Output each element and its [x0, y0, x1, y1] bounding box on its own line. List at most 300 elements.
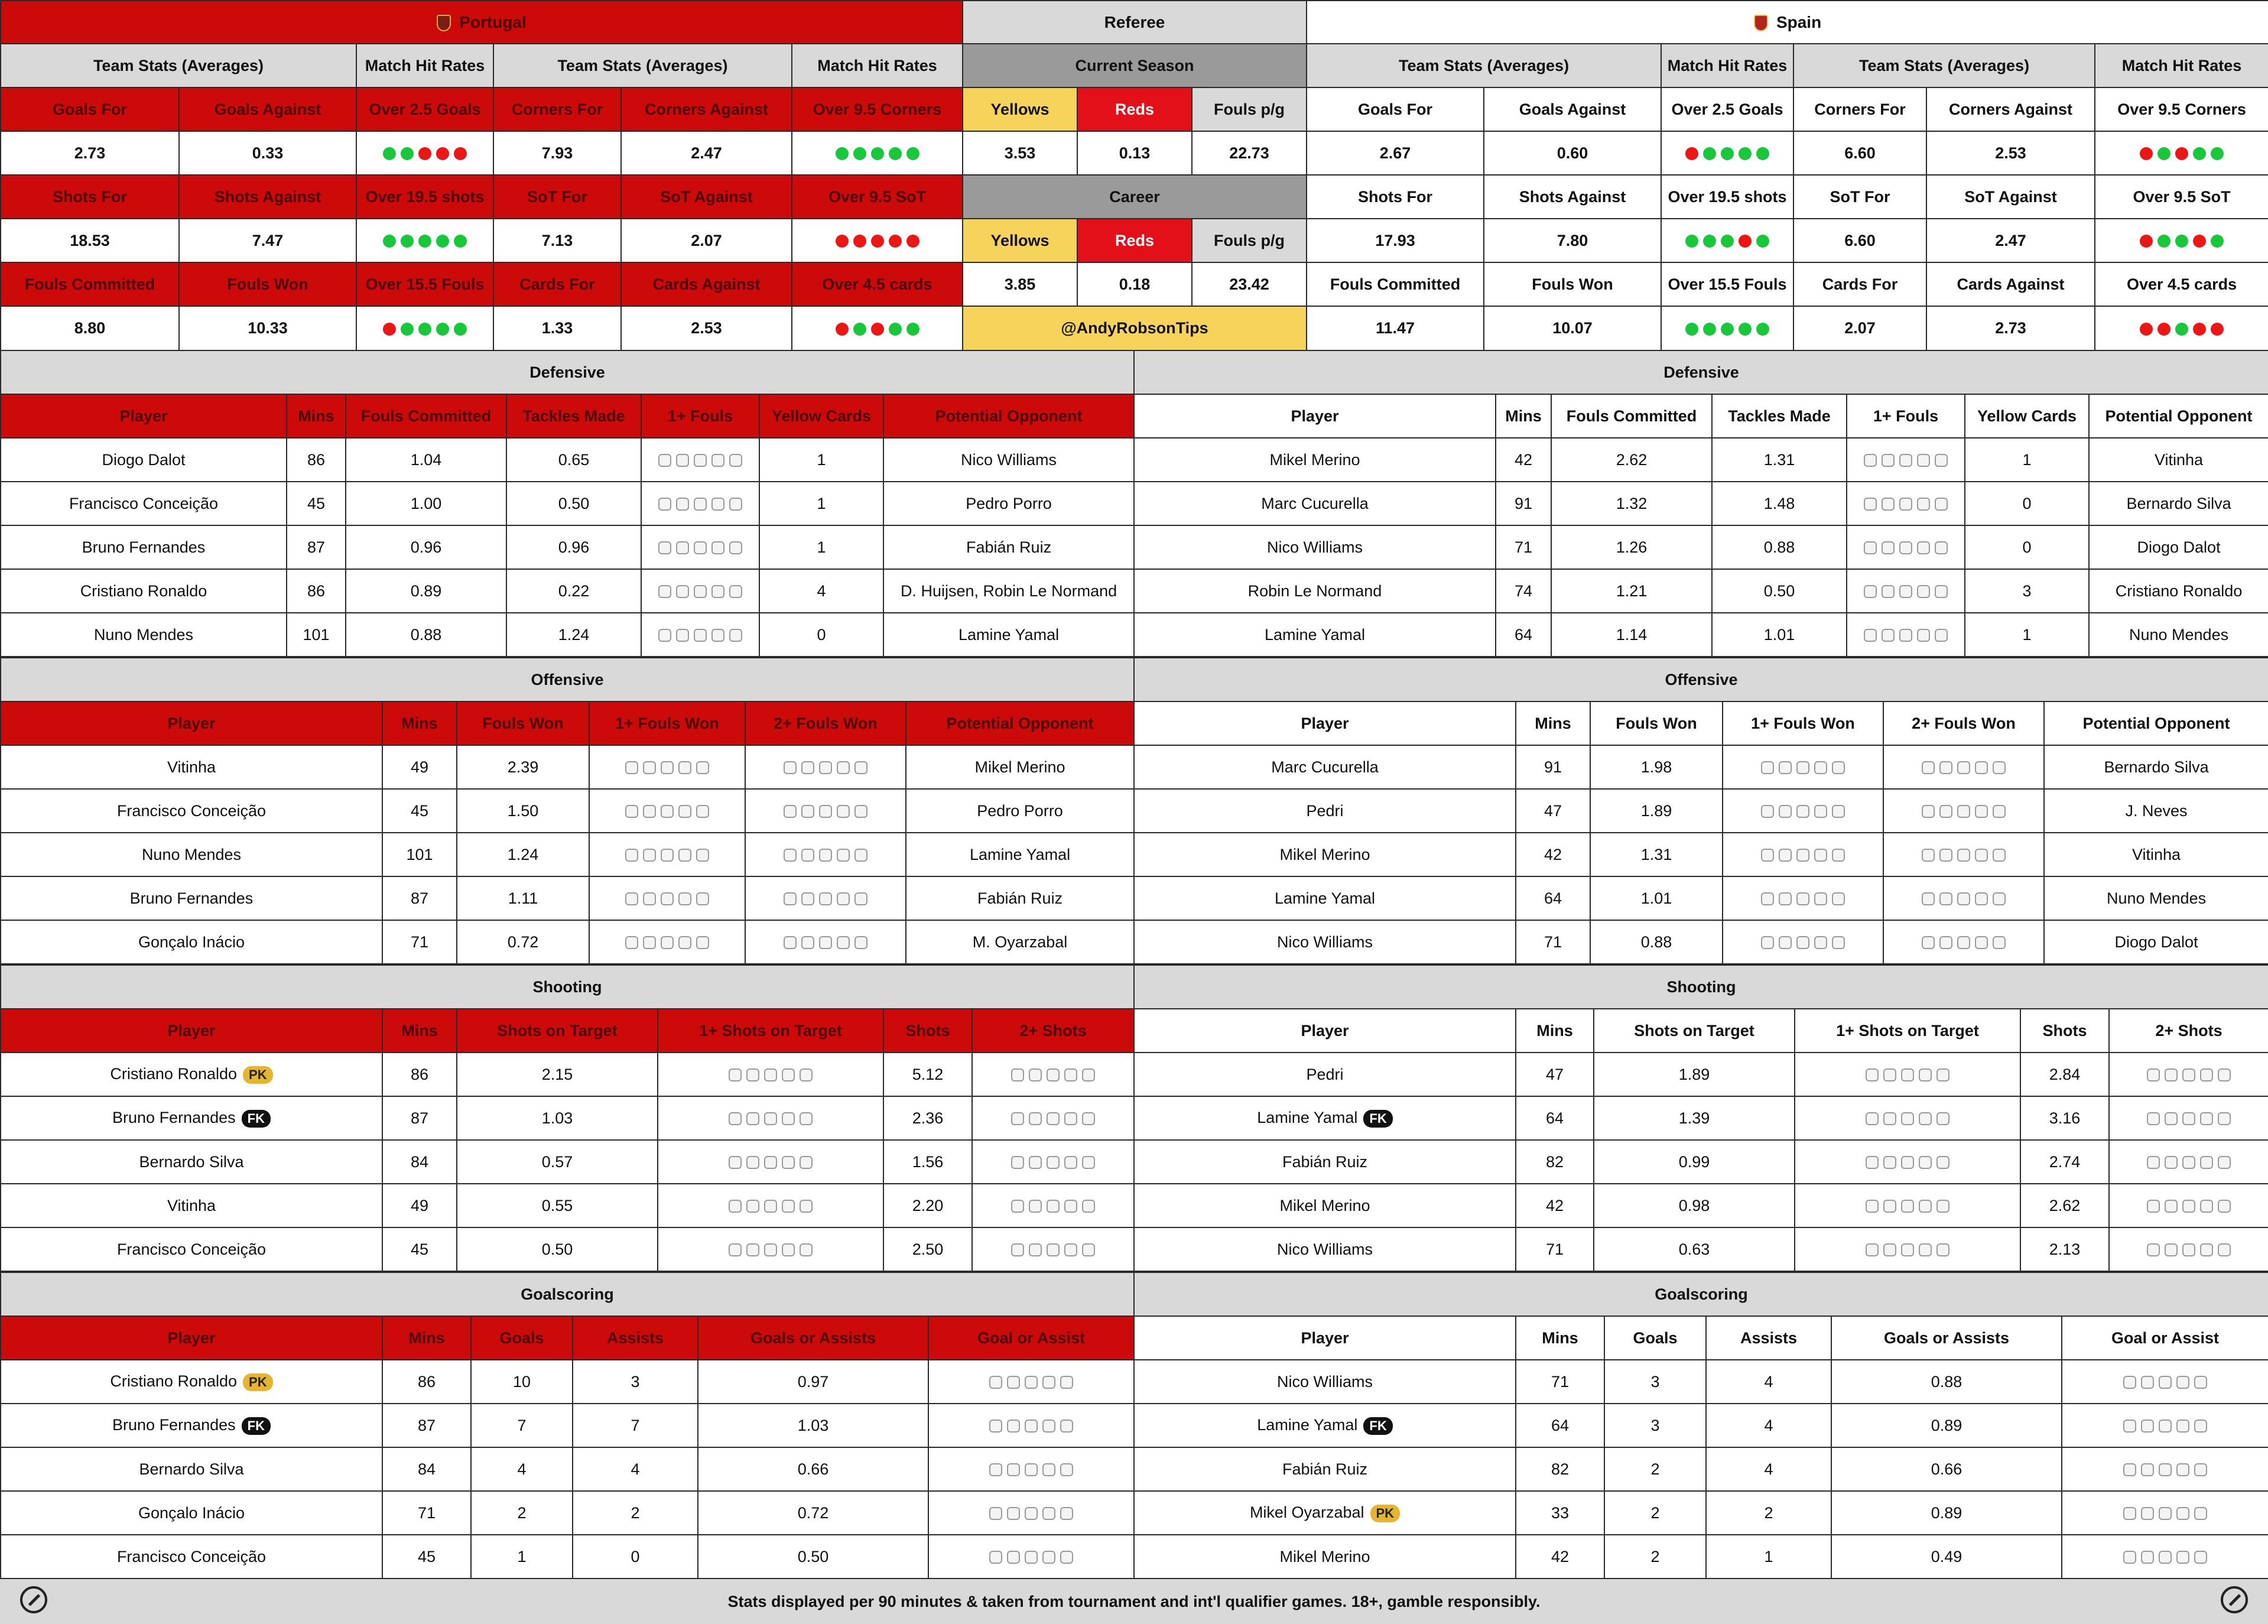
history-marker-icon — [1975, 936, 1988, 949]
es-over-95-sot-dots — [2095, 219, 2268, 262]
miss-dot-icon — [436, 147, 449, 160]
hit-history-icons — [1795, 1227, 2020, 1271]
history-marker-icon — [1935, 498, 1948, 511]
cell-fouls_won: 2.39 — [457, 745, 589, 789]
table-row — [1134, 1053, 2268, 1096]
cell-yellows: 1 — [1965, 613, 2089, 657]
history-marker-icon — [1993, 936, 2006, 949]
cell-opponent: Pedro Porro — [906, 789, 1134, 833]
history-marker-icon — [1047, 1243, 1060, 1256]
hit-history-icons — [1795, 1140, 2020, 1184]
history-marker-icon — [643, 936, 656, 949]
history-marker-icon — [2182, 1156, 2195, 1169]
cell-mins: 82 — [1516, 1140, 1594, 1184]
hit-history-icons — [1847, 525, 1965, 569]
player-name — [1, 1447, 382, 1491]
miss-dot-icon — [2211, 323, 2224, 336]
history-marker-icon — [1975, 849, 1988, 862]
player-name — [1134, 438, 1496, 482]
history-marker-icon — [2147, 1200, 2160, 1213]
cell-tackles: 0.22 — [506, 569, 641, 613]
history-marker-icon — [1007, 1551, 1020, 1564]
referee-header: Referee — [963, 1, 1307, 44]
history-marker-icon — [2123, 1463, 2136, 1476]
player-name — [1134, 876, 1516, 920]
es-fouls-won-label: Fouls Won — [1484, 262, 1661, 306]
brand-logo-icon-right — [2221, 1586, 2248, 1613]
hit-history-icons — [641, 438, 759, 482]
history-marker-icon — [819, 849, 832, 862]
pt-def-mins-col: Mins — [287, 394, 346, 438]
fk-badge: FK — [1363, 1110, 1392, 1128]
player-label: Nico Williams — [1267, 538, 1363, 556]
player-label: Cristiano Ronaldo — [110, 1065, 238, 1083]
history-marker-icon — [854, 892, 867, 905]
history-marker-icon — [1883, 1112, 1896, 1125]
history-marker-icon — [676, 629, 689, 642]
player-name — [1, 1140, 382, 1184]
es-shooting-table — [1133, 964, 2268, 1272]
cell-opponent: Cristiano Ronaldo — [2089, 569, 2268, 613]
history-marker-icon — [1047, 1156, 1060, 1169]
spain-crest-icon — [1754, 15, 1768, 31]
table-row — [1134, 482, 2268, 525]
cell-opponent: Vitinha — [2044, 833, 2268, 876]
history-marker-icon — [711, 629, 724, 642]
miss-dot-icon — [836, 323, 849, 336]
table-row — [1134, 1447, 2268, 1491]
pt-def-player-col: Player — [1, 394, 287, 438]
history-marker-icon — [2165, 1200, 2178, 1213]
history-marker-icon — [625, 761, 638, 774]
history-marker-icon — [1060, 1376, 1073, 1389]
history-marker-icon — [1042, 1463, 1055, 1476]
player-name — [1, 525, 287, 569]
hit-dot-icon — [1756, 147, 1769, 160]
cell-assists: 7 — [573, 1404, 698, 1447]
pk-badge: PK — [243, 1066, 273, 1084]
pt-gs-assists-col: Assists — [573, 1316, 698, 1360]
miss-dot-icon — [836, 235, 849, 248]
hit-dot-icon — [1721, 147, 1734, 160]
history-marker-icon — [694, 585, 707, 598]
pt-shots-for-label: Shots For — [1, 175, 179, 219]
pt-off-1fouls-col: 1+ Fouls Won — [589, 701, 745, 745]
history-marker-icon — [2123, 1507, 2136, 1520]
handle-link[interactable]: @AndyRobsonTips — [963, 306, 1307, 350]
hit-history-icons — [1723, 789, 1883, 833]
miss-dot-icon — [871, 323, 884, 336]
player-name — [1, 1053, 382, 1096]
history-marker-icon — [729, 454, 742, 467]
history-marker-icon — [2182, 1112, 2195, 1125]
history-marker-icon — [800, 1243, 813, 1256]
history-marker-icon — [1042, 1420, 1055, 1433]
history-marker-icon — [643, 849, 656, 862]
cell-opponent: Diogo Dalot — [2044, 920, 2268, 964]
history-marker-icon — [658, 585, 671, 598]
table-row — [1134, 438, 2268, 482]
hit-history-icons — [2109, 1227, 2268, 1271]
history-marker-icon — [2182, 1068, 2195, 1081]
hit-history-icons — [1883, 833, 2044, 876]
history-marker-icon — [661, 761, 674, 774]
hit-dot-icon — [1721, 323, 1734, 336]
cell-yellows: 4 — [759, 569, 883, 613]
hit-history-icons — [928, 1447, 1134, 1491]
hit-history-icons — [1883, 876, 2044, 920]
table-row — [1, 1447, 1134, 1491]
pt-over-45-cards-label: Over 4.5 cards — [792, 262, 963, 306]
es-over-95-corners-dots — [2095, 131, 2268, 175]
history-marker-icon — [729, 1156, 742, 1169]
hit-dot-icon — [1756, 235, 1769, 248]
pt-fouls-committed-label: Fouls Committed — [1, 262, 179, 306]
player-name — [1, 1404, 382, 1447]
es-over-195-shots-label: Over 19.5 shots — [1661, 175, 1793, 219]
hit-dot-icon — [401, 235, 414, 248]
cell-mins: 101 — [287, 613, 346, 657]
cell-mins: 86 — [382, 1053, 457, 1096]
pt-shots-for: 18.53 — [1, 219, 179, 262]
history-marker-icon — [2147, 1112, 2160, 1125]
history-marker-icon — [2123, 1551, 2136, 1564]
player-label: Vitinha — [167, 758, 216, 776]
hit-history-icons — [589, 876, 745, 920]
player-name — [1, 920, 382, 964]
cell-shots: 2.50 — [883, 1227, 972, 1271]
table-row — [1, 438, 1134, 482]
history-marker-icon — [1922, 936, 1935, 949]
history-marker-icon — [1007, 1420, 1020, 1433]
player-label: Marc Cucurella — [1261, 494, 1369, 512]
hit-history-icons — [745, 789, 906, 833]
hit-dot-icon — [2175, 235, 2188, 248]
hit-dot-icon — [1756, 323, 1769, 336]
pt-def-1fouls-col: 1+ Fouls — [641, 394, 759, 438]
history-marker-icon — [2200, 1156, 2213, 1169]
cell-mins: 71 — [382, 920, 457, 964]
cell-mins: 64 — [1516, 876, 1590, 920]
hit-history-icons — [1883, 789, 2044, 833]
table-row — [1, 1360, 1134, 1404]
hit-history-icons — [2109, 1096, 2268, 1140]
pt-sh-player-col: Player — [1, 1009, 382, 1053]
history-marker-icon — [729, 1200, 742, 1213]
cell-tackles: 1.48 — [1712, 482, 1847, 525]
history-marker-icon — [678, 892, 691, 905]
cell-goals: 2 — [1604, 1491, 1706, 1535]
hit-dot-icon — [1685, 323, 1698, 336]
player-label: Lamine Yamal — [1257, 1109, 1358, 1127]
history-marker-icon — [2200, 1200, 2213, 1213]
player-label: Cristiano Ronaldo — [80, 582, 207, 600]
history-marker-icon — [1975, 892, 1988, 905]
hit-dot-icon — [889, 323, 902, 336]
cell-ga: 0.89 — [1831, 1404, 2062, 1447]
hit-history-icons — [658, 1184, 883, 1227]
history-marker-icon — [1832, 849, 1845, 862]
history-marker-icon — [1064, 1068, 1077, 1081]
miss-dot-icon — [889, 235, 902, 248]
cell-tackles: 0.50 — [506, 482, 641, 525]
career-yellows: 3.85 — [963, 262, 1077, 306]
history-marker-icon — [2147, 1156, 2160, 1169]
history-marker-icon — [1029, 1112, 1042, 1125]
hit-history-icons — [641, 569, 759, 613]
cell-ga: 0.49 — [1831, 1535, 2062, 1578]
player-label: Mikel Merino — [1279, 1547, 1370, 1565]
player-label: Fabián Ruiz — [1282, 1460, 1368, 1478]
history-marker-icon — [643, 805, 656, 818]
history-marker-icon — [694, 629, 707, 642]
pt-shooting-table — [0, 964, 1135, 1272]
history-marker-icon — [1011, 1243, 1024, 1256]
player-name — [1134, 525, 1496, 569]
history-marker-icon — [782, 1200, 795, 1213]
es-shots-for-label: Shots For — [1307, 175, 1484, 219]
history-marker-icon — [1761, 761, 1774, 774]
pt-fouls-committed: 8.80 — [1, 306, 179, 350]
cell-yellows: 0 — [1965, 525, 2089, 569]
history-marker-icon — [2159, 1420, 2172, 1433]
cell-mins: 45 — [382, 1535, 471, 1578]
hit-dot-icon — [418, 235, 431, 248]
cell-fouls: 1.32 — [1551, 482, 1712, 525]
player-label: Nico Williams — [1277, 1240, 1373, 1258]
cell-mins: 71 — [382, 1491, 471, 1535]
es-goals-against: 0.60 — [1484, 131, 1661, 175]
pt-offensive-table — [0, 657, 1135, 964]
pt-off-opponent-col: Potential Opponent — [906, 701, 1134, 745]
cell-yellows: 0 — [759, 613, 883, 657]
es-over-195-shots-dots — [1661, 219, 1793, 262]
history-marker-icon — [854, 761, 867, 774]
history-marker-icon — [1779, 936, 1792, 949]
cell-ga: 0.89 — [1831, 1491, 2062, 1535]
cell-assists: 0 — [573, 1535, 698, 1578]
history-marker-icon — [1936, 1200, 1949, 1213]
cell-mins: 64 — [1496, 613, 1551, 657]
table-row — [1, 1096, 1134, 1140]
player-label: Francisco Conceição — [116, 1240, 267, 1258]
hit-history-icons — [2062, 1360, 2268, 1404]
cell-sot: 0.99 — [1594, 1140, 1795, 1184]
history-marker-icon — [782, 1156, 795, 1169]
hit-history-icons — [1883, 745, 2044, 789]
cell-fouls_won: 1.01 — [1590, 876, 1723, 920]
pt-sh-shots-col: Shots — [883, 1009, 972, 1053]
table-row — [1, 876, 1134, 920]
history-marker-icon — [1919, 1243, 1932, 1256]
hit-dot-icon — [836, 147, 849, 160]
cell-shots: 2.74 — [2020, 1140, 2109, 1184]
history-marker-icon — [1832, 805, 1845, 818]
history-marker-icon — [989, 1507, 1002, 1520]
history-marker-icon — [1936, 1112, 1949, 1125]
cell-fouls_won: 1.31 — [1590, 833, 1723, 876]
player-name — [1134, 1447, 1516, 1491]
history-marker-icon — [1029, 1243, 1042, 1256]
cell-fouls: 1.21 — [1551, 569, 1712, 613]
history-marker-icon — [1883, 1156, 1896, 1169]
history-marker-icon — [2159, 1551, 2172, 1564]
fk-badge: FK — [1363, 1417, 1392, 1435]
history-marker-icon — [989, 1420, 1002, 1433]
history-marker-icon — [1866, 1112, 1879, 1125]
cell-mins: 45 — [382, 789, 457, 833]
player-name — [1134, 833, 1516, 876]
history-marker-icon — [764, 1068, 777, 1081]
cell-shots: 1.56 — [883, 1140, 972, 1184]
history-marker-icon — [1899, 629, 1912, 642]
hit-history-icons — [589, 833, 745, 876]
es-sh-player-col: Player — [1134, 1009, 1516, 1053]
history-marker-icon — [1993, 892, 2006, 905]
pt-def-tackles-col: Tackles Made — [506, 394, 641, 438]
cell-fouls: 1.04 — [346, 438, 506, 482]
pt-corners-for: 7.93 — [493, 131, 621, 175]
history-marker-icon — [1796, 805, 1809, 818]
cell-mins: 42 — [1516, 1184, 1594, 1227]
cell-mins: 91 — [1516, 745, 1590, 789]
hit-dot-icon — [1685, 235, 1698, 248]
history-marker-icon — [2165, 1156, 2178, 1169]
es-def-player-col: Player — [1134, 394, 1496, 438]
history-marker-icon — [764, 1200, 777, 1213]
miss-dot-icon — [2175, 147, 2188, 160]
history-marker-icon — [1029, 1200, 1042, 1213]
cell-opponent: J. Neves — [2044, 789, 2268, 833]
history-marker-icon — [625, 805, 638, 818]
cell-goals: 4 — [471, 1447, 573, 1491]
history-marker-icon — [1901, 1200, 1914, 1213]
player-label: Bruno Fernandes — [82, 538, 206, 556]
cell-fouls_won: 1.98 — [1590, 745, 1723, 789]
table-row — [1, 1227, 1134, 1271]
history-marker-icon — [643, 892, 656, 905]
history-marker-icon — [2194, 1551, 2207, 1564]
player-name — [1134, 482, 1496, 525]
history-marker-icon — [625, 849, 638, 862]
history-marker-icon — [1047, 1200, 1060, 1213]
cell-assists: 4 — [1706, 1404, 1831, 1447]
pt-corners-against-label: Corners Against — [621, 87, 792, 131]
es-cards-for-label: Cards For — [1793, 262, 1926, 306]
table-row — [1134, 1491, 2268, 1535]
cell-opponent: Mikel Merino — [906, 745, 1134, 789]
history-marker-icon — [1993, 805, 2006, 818]
hit-history-icons — [589, 920, 745, 964]
history-marker-icon — [1917, 629, 1930, 642]
table-row — [1134, 1360, 2268, 1404]
hit-history-icons — [745, 745, 906, 789]
pt-off-fouls-won-col: Fouls Won — [457, 701, 589, 745]
pt-over-195-shots-dots — [356, 219, 493, 262]
history-marker-icon — [2141, 1463, 2154, 1476]
hit-history-icons — [1883, 920, 2044, 964]
history-marker-icon — [1060, 1551, 1073, 1564]
table-row — [1, 569, 1134, 613]
history-marker-icon — [1761, 849, 1774, 862]
pt-goals-for: 2.73 — [1, 131, 179, 175]
cell-tackles: 0.88 — [1712, 525, 1847, 569]
table-row — [1134, 789, 2268, 833]
hit-dot-icon — [871, 147, 884, 160]
table-row — [1134, 525, 2268, 569]
history-marker-icon — [764, 1156, 777, 1169]
cell-fouls: 2.62 — [1551, 438, 1712, 482]
cell-yellows: 0 — [1965, 482, 2089, 525]
pt-goalscoring-title: Goalscoring — [1, 1272, 1134, 1316]
es-sot-against: 2.47 — [1926, 219, 2095, 262]
pt-fouls-won: 10.33 — [179, 306, 356, 350]
es-goalscoring-table — [1133, 1272, 2268, 1579]
history-marker-icon — [2176, 1420, 2189, 1433]
history-marker-icon — [1919, 1068, 1932, 1081]
cell-opponent: Fabián Ruiz — [883, 525, 1134, 569]
season-yellows-label: Yellows — [963, 87, 1077, 131]
history-marker-icon — [1935, 454, 1948, 467]
hit-dot-icon — [401, 323, 414, 336]
miss-dot-icon — [2157, 323, 2170, 336]
history-marker-icon — [661, 849, 674, 862]
history-marker-icon — [729, 585, 742, 598]
history-marker-icon — [746, 1243, 759, 1256]
history-marker-icon — [2141, 1420, 2154, 1433]
hit-history-icons — [972, 1053, 1134, 1096]
history-marker-icon — [1832, 892, 1845, 905]
cell-goals: 2 — [1604, 1535, 1706, 1578]
es-gs-ga-col: Goals or Assists — [1831, 1316, 2062, 1360]
cell-opponent: Nuno Mendes — [2089, 613, 2268, 657]
cell-ga: 0.97 — [698, 1360, 928, 1404]
history-marker-icon — [1939, 936, 1952, 949]
history-marker-icon — [1042, 1507, 1055, 1520]
brand-logo-icon — [20, 1586, 47, 1613]
hit-dot-icon — [1739, 147, 1752, 160]
hit-history-icons — [2109, 1053, 2268, 1096]
miss-dot-icon — [1739, 235, 1752, 248]
es-shots-for: 17.93 — [1307, 219, 1484, 262]
history-marker-icon — [678, 936, 691, 949]
footer-text: Stats displayed per 90 minutes & taken from tournament and int'l qualifier games. 18+, gamble responsibly. — [727, 1592, 1541, 1610]
history-marker-icon — [1832, 936, 1845, 949]
cell-mins: 101 — [382, 833, 457, 876]
cell-opponent: Diogo Dalot — [2089, 525, 2268, 569]
cell-fouls: 0.88 — [346, 613, 506, 657]
cell-ga: 0.66 — [698, 1447, 928, 1491]
player-name — [1, 1491, 382, 1535]
player-name — [1, 833, 382, 876]
season-yellows: 3.53 — [963, 131, 1077, 175]
history-marker-icon — [746, 1068, 759, 1081]
player-name — [1134, 920, 1516, 964]
history-marker-icon — [625, 936, 638, 949]
es-corners-against-label: Corners Against — [1926, 87, 2095, 131]
es-off-1fouls-col: 1+ Fouls Won — [1723, 701, 1883, 745]
pt-off-mins-col: Mins — [382, 701, 457, 745]
history-marker-icon — [1082, 1156, 1095, 1169]
hit-dot-icon — [383, 147, 396, 160]
cell-yellows: 1 — [759, 438, 883, 482]
history-marker-icon — [1779, 805, 1792, 818]
player-label: Robin Le Normand — [1247, 582, 1382, 600]
history-marker-icon — [696, 761, 709, 774]
hit-history-icons — [972, 1140, 1134, 1184]
cell-mins: 74 — [1496, 569, 1551, 613]
pt-team-stats-label-2: Team Stats (Averages) — [493, 44, 792, 87]
